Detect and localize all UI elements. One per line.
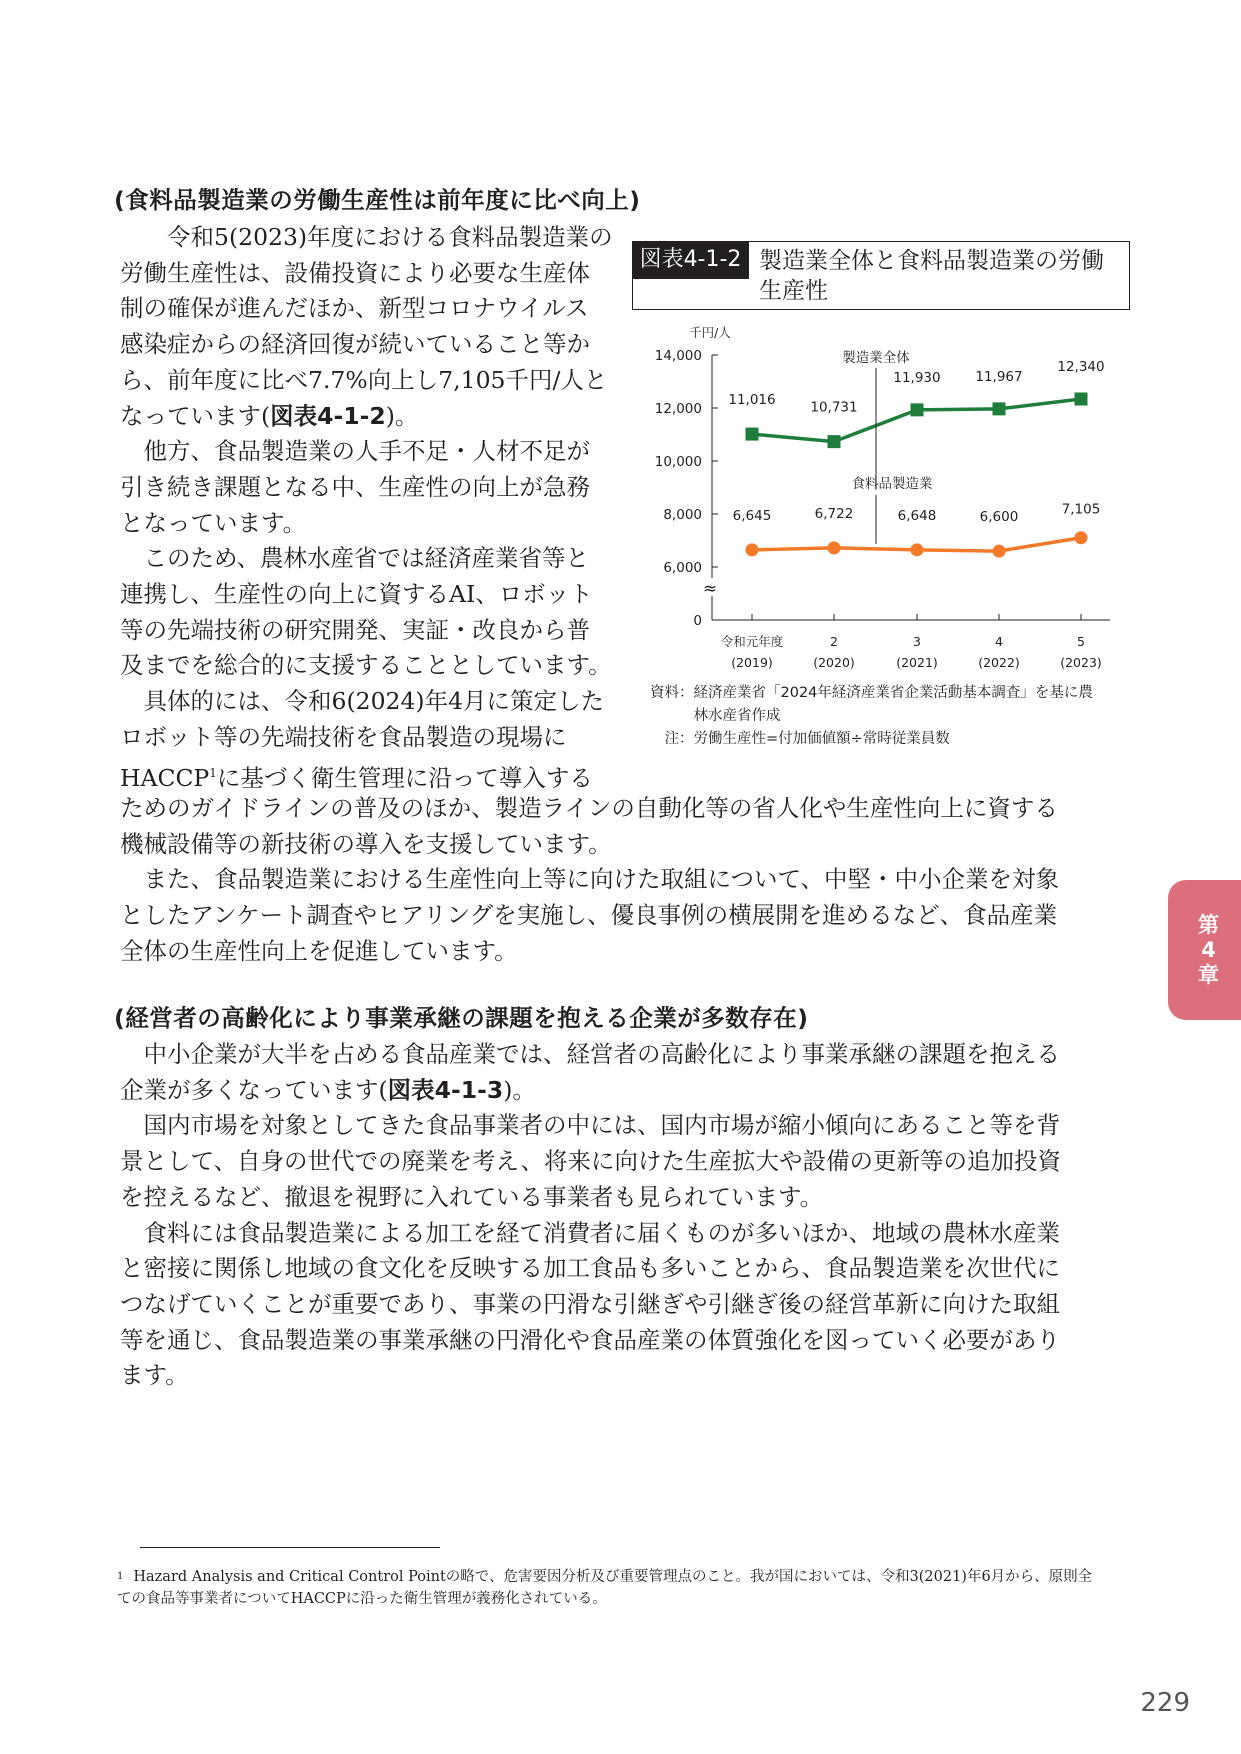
y-tick-label: 8,000 [663,507,702,523]
chapter-tab-label: 章 [1198,962,1219,987]
line: に基づく衛生管理に沿って導入する [216,763,593,792]
section1-narrow-column [120,220,620,796]
axis-break-mark: ≈ [702,579,718,599]
x-tick-label: 2 [830,634,838,649]
data-label: 12,340 [1057,358,1105,375]
footnote [117,1566,1102,1610]
line: 感染症からの経済回復が続いていること等か [120,330,590,359]
line: としたアンケート調査やヒアリングを実施し、優良事例の横展開を進めるなど、食品産業 [120,901,1058,930]
line: 中小企業が大半を占める食品産業では、経営者の高齢化により事業承継の課題を抱える [143,1040,1060,1068]
data-point [1075,392,1088,405]
figure-title-line: 製造業全体と食料品製造業の労働 [759,248,1104,274]
line: となっています。 [120,508,307,537]
line: 労働生産性は、設備投資により必要な生産体 [120,258,590,287]
line: 景として、自身の世代での廃業を考え、将来に向けた生産拡大や設備の更新等の追加投資 [120,1147,1061,1176]
productivity-line-chart [640,320,1140,680]
x-tick-label: 3 [913,634,921,649]
line: ら、前年度に比べ7.7%向上し7,105千円/人と [120,365,608,394]
paragraph-guideline-narrow [120,684,620,796]
line: 及までを総合的に支援することとしています。 [120,651,612,680]
x-tick-label: 令和元年度 [720,634,784,649]
data-label: 6,600 [979,509,1019,526]
section1-wide-column [120,791,1120,970]
line: HACCP [120,763,210,792]
paragraph-domestic-market [120,1108,1120,1215]
line: なっています( [120,401,271,430]
source-line: 資料：経済産業省「2024年経済産業省企業活動基本調査」を基に農 [650,685,1093,701]
data-label: 11,016 [728,392,776,409]
data-point [746,543,759,556]
line: 機械設備等の新技術の導入を支援しています。 [120,829,612,858]
line: 国内市場を対象としてきた食品事業者の中には、国内市場が縮小傾向にあること等を背 [143,1111,1060,1140]
section-heading-succession: (経営者の高齢化により事業承継の課題を抱える企業が多数存在) [114,1004,809,1032]
x-tick-sublabel: (2020) [813,655,855,670]
data-point [1075,531,1088,544]
data-point [828,541,841,554]
data-label: 7,105 [1061,501,1101,518]
figure-title-box [632,241,1130,310]
line: 連携し、生産性の向上に資するAI、ロボット [120,580,593,609]
figure-notes [650,682,1130,751]
series-name-label: 製造業全体 [842,350,910,366]
data-point [828,435,841,448]
line: ためのガイドラインの普及のほか、製造ラインの自動化等の省人化や生産性向上に資する [120,794,1058,822]
x-tick-sublabel: (2021) [896,655,938,670]
paragraph-survey [120,862,1120,969]
line: 引き続き課題となる中、生産性の向上が急務 [120,472,590,501]
figure-label: 図表4-1-2 [632,241,749,279]
data-point [993,545,1006,558]
line: 制の確保が進んだほか、新型コロナウイルス [120,294,589,323]
line: 令和5(2023)年度における食料品製造業の [167,223,613,251]
data-label: 10,731 [810,399,858,416]
data-label: 11,930 [893,369,941,386]
line: ます。 [120,1361,189,1390]
figure-reference-link: 図表4-1-3 [387,1075,504,1104]
paragraph-guideline-wide [120,791,1120,862]
y-tick-label: 6,000 [663,560,702,576]
data-label: 6,722 [814,505,854,522]
paragraph-productivity [120,220,620,434]
y-axis-unit-label: 千円/人 [689,325,731,340]
section-heading-productivity: (食料品製造業の労働生産性は前年度に比べ向上) [114,186,641,214]
data-label: 6,648 [897,507,937,524]
y-tick-label: 10,000 [654,454,702,470]
x-tick-label: 4 [995,634,1003,649]
line: )。 [385,401,419,430]
line: 食料には食品製造業による加工を経て消費者に届くものが多いほか、地域の農林水産業 [143,1218,1060,1247]
y-tick-label: 0 [693,613,702,629]
footnote-text: Hazard Analysis and Critical Control Pointの略で、危害要因分析及び重要管理点のこと。我が国においては、令和3(2021)年6月から、原則全ての食品等事業者についてHACCPに沿った衛生管理が義務化されている。 [117,1569,1093,1607]
footnote-divider [140,1547,440,1548]
page-number: 229 [1140,1688,1190,1718]
data-point [746,428,759,441]
data-point [911,543,924,556]
x-tick-sublabel: (2023) [1060,655,1102,670]
figure-reference-link: 図表4-1-2 [270,401,386,430]
series-name-label: 食料品製造業 [851,476,933,492]
figure-title-line: 生産性 [759,278,828,304]
chapter-tab-number: 4 [1201,937,1216,962]
line: ロボット等の先端技術を食品製造の現場に [120,722,567,751]
data-label: 11,967 [975,368,1023,385]
line: このため、農林水産省では経済産業省等と [143,544,590,573]
data-label: 6,645 [732,507,772,524]
chapter-tab-label: 第 [1198,912,1219,937]
x-tick-sublabel: (2022) [978,655,1020,670]
line: )。 [503,1075,536,1104]
x-tick-label: 5 [1077,634,1085,649]
x-tick-sublabel: (2019) [731,655,773,670]
data-point [911,403,924,416]
chapter-tab[interactable] [1168,880,1241,1020]
line: 等を通じ、食品製造業の事業承継の円滑化や食品産業の体質強化を図っていく必要があり [120,1325,1060,1354]
y-tick-label: 14,000 [654,348,702,364]
line: また、食品製造業における生産性向上等に向けた取組について、中堅・中小企業を対象 [143,865,1060,894]
footnote-number: 1 [117,1571,124,1582]
figure-note: 注：労働生産性=付加価値額÷常時従業員数 [664,731,950,747]
footnote-marker: 1 [209,765,217,780]
line: 全体の生産性向上を促進しています。 [120,936,518,965]
paragraph-succession [120,1037,1120,1108]
line: と密接に関係し地域の食文化を反映する加工食品も多いことから、食品製造業を次世代に [120,1254,1060,1283]
line: つなげていくことが重要であり、事業の円滑な引継ぎや引継ぎ後の経営革新に向けた取組 [120,1289,1060,1318]
paragraph-food-culture [120,1216,1120,1395]
source-line: 林水産省作成 [693,708,781,724]
line: 他方、食品製造業の人手不足・人材不足が [143,437,590,466]
y-tick-label: 12,000 [654,401,702,417]
line: を控えるなど、撤退を視野に入れている事業者も見られています。 [120,1182,824,1211]
line: 等の先端技術の研究開発、実証・改良から普 [120,615,590,644]
paragraph-labor-shortage [120,434,620,541]
line: 具体的には、令和6(2024)年4月に策定した [143,687,605,716]
data-point [993,402,1006,415]
paragraph-support [120,541,620,684]
line: 企業が多くなっています( [120,1075,388,1104]
figure-source [650,682,1130,728]
figure-title [759,246,1127,306]
section2-column [120,1037,1120,1394]
